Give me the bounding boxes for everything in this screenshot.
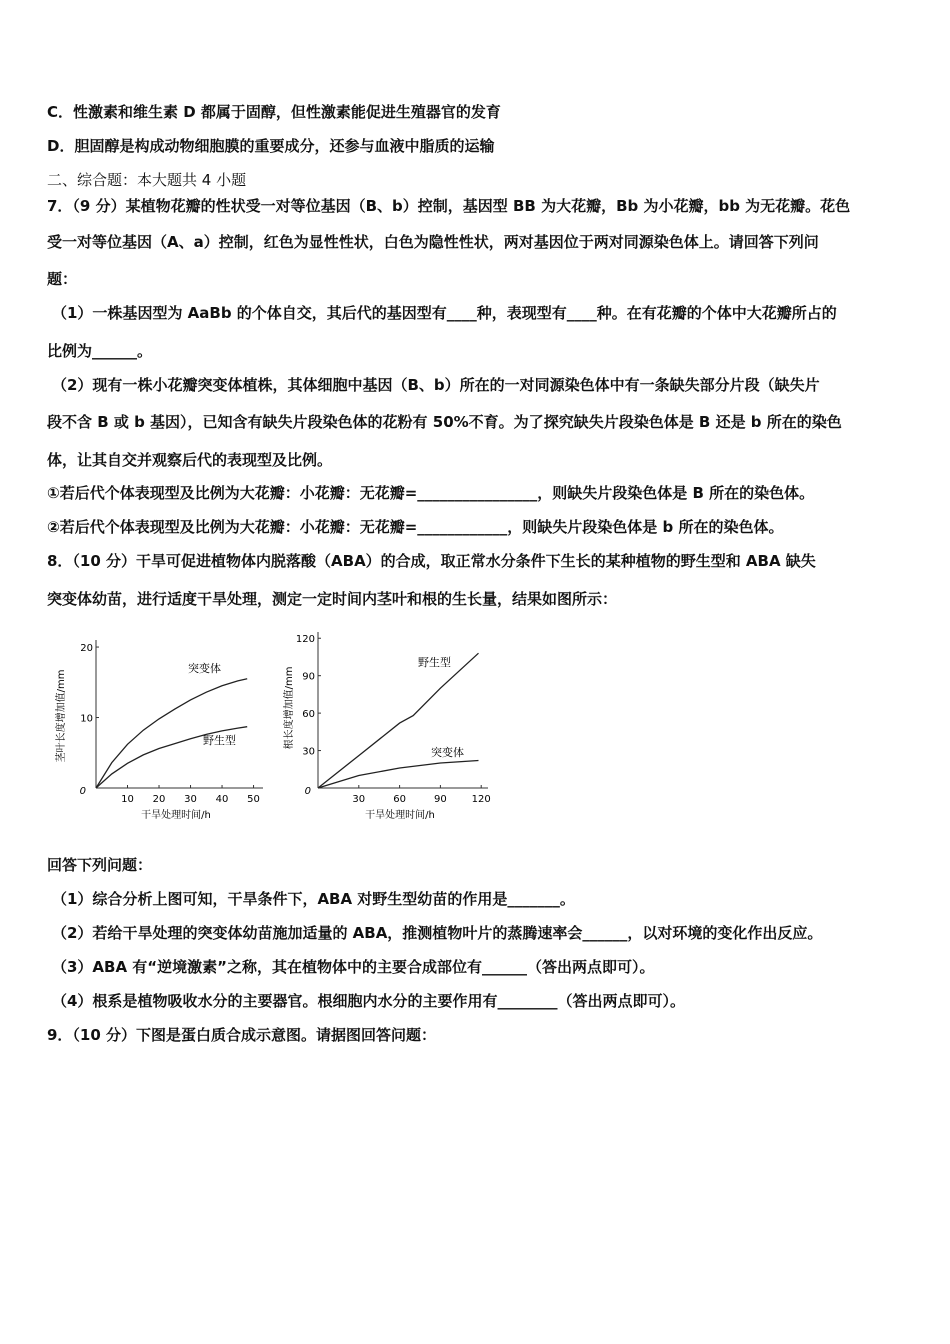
q9-line: 9．（10 分）下图是蛋白质合成示意图。请据图回答问题：	[47, 1026, 437, 1044]
q7-line-2: 受一对等位基因（A、a）控制，红色为显性性状，白色为隐性性状，两对基因位于两对同源染色体上。请回答下列问	[47, 233, 819, 251]
q8-part3: （3）ABA 有“逆境激素”之称，其在植物体中的主要合成部位有______（答出两点即可）。	[52, 958, 655, 976]
chart2-x-tick-label: 90	[434, 794, 447, 805]
chart1-x-tick-label: 10	[121, 794, 134, 805]
chart1-x-label: 干旱处理时间/h	[141, 810, 211, 821]
chart2-x-label: 干旱处理时间/h	[365, 810, 435, 821]
chart1-x-tick-label: 30	[184, 794, 197, 805]
chart1-y-label: 茎叶长度增加值/mm	[56, 669, 67, 763]
q7-part2-line-3: 体，让其自交并观察后代的表现型及比例。	[47, 451, 333, 469]
chart1-origin: 0	[79, 786, 86, 797]
growth-charts-svg	[48, 620, 508, 835]
chart2-series-label-2: 突变体	[431, 746, 464, 759]
chart2-y-tick-label: 90	[302, 671, 315, 683]
q7-part1-line-2: 比例为______。	[47, 342, 153, 360]
chart2-x-tick-label: 30	[352, 794, 366, 805]
option-d: D．胆固醇是构成动物细胞膜的重要成分，还参与血液中脂质的运输	[47, 137, 495, 155]
q8-line-1: 8．（10 分）干旱可促进植物体内脱落酸（ABA）的合成，取正常水分条件下生长的某种植物的野生型和 ABA 缺失	[47, 552, 816, 570]
chart2-y-tick-label: 30	[302, 746, 315, 758]
q7-part2-line-1: （2）现有一株小花瓣突变体植株，其体细胞中基因（B、b）所在的一对同源染色体中有一条缺失部分片段（缺失片	[52, 376, 820, 394]
chart2-x-tick-label: 120	[471, 794, 491, 805]
chart-stem-leaf	[54, 640, 263, 821]
q8-part4: （4）根系是植物吸收水分的主要器官。根细胞内水分的主要作用有________（答出两点即可）。	[52, 992, 685, 1010]
q8-line-2: 突变体幼苗，进行适度干旱处理，测定一定时间内茎叶和根的生长量，结果如图所示：	[47, 590, 618, 608]
chart1-series-label-1: 突变体	[188, 662, 221, 675]
q7-line-3: 题：	[47, 270, 78, 288]
q7-line-1: 7．（9 分）某植物花瓣的性状受一对等位基因（B、b）控制，基因型 BB 为大花瓣，Bb 为小花瓣，bb 为无花瓣。花色	[47, 197, 851, 215]
chart1-x-tick-label: 20	[152, 794, 166, 805]
chart2-origin: 0	[304, 786, 311, 797]
option-c: C．性激素和维生素 D 都属于固醇，但性激素能促进生殖器官的发育	[47, 103, 501, 121]
section-heading: 二、综合题：本大题共 4 小题	[47, 171, 247, 189]
q7-part2-line-2: 段不含 B 或 b 基因），已知含有缺失片段染色体的花粉有 50%不育。为了探究缺失片段染色体是 B 还是 b 所在的染色	[47, 413, 842, 431]
chart2-series-line-2	[318, 761, 479, 789]
chart2-series-label-1: 野生型	[418, 656, 451, 669]
chart2-y-tick-label: 60	[302, 709, 315, 721]
q7-part1-line-1: （1）一株基因型为 AaBb 的个体自交，其后代的基因型有____种，表现型有____种。在有花瓣的个体中大花瓣所占的	[52, 304, 837, 322]
q8-part2: （2）若给干旱处理的突变体幼苗施加适量的 ABA，推测植物叶片的蒸腾速率会______，以对环境的变化作出反应。	[52, 924, 823, 942]
chart1-y-tick-label: 10	[80, 713, 93, 725]
q7-option-1: ①若后代个体表现型及比例为大花瓣：小花瓣：无花瓣=________________，则缺失片段染色体是 B 所在的染色体。	[47, 484, 815, 502]
chart2-y-tick-label: 120	[295, 634, 315, 646]
chart1-series-label-2: 野生型	[203, 734, 236, 747]
chart1-y-tick-label: 20	[80, 643, 93, 655]
chart1-x-tick-label: 40	[215, 794, 229, 805]
answer-intro: 回答下列问题：	[47, 856, 153, 874]
chart2-y-label: 根长度增加值/mm	[284, 666, 295, 750]
q8-part1: （1）综合分析上图可知，干旱条件下，ABA 对野生型幼苗的作用是_______。	[52, 890, 575, 908]
q7-option-2: ②若后代个体表现型及比例为大花瓣：小花瓣：无花瓣=____________，则缺失片段染色体是 b 所在的染色体。	[47, 518, 784, 536]
chart1-x-tick-label: 50	[247, 794, 260, 805]
chart-root	[282, 632, 491, 821]
growth-charts	[48, 620, 508, 835]
chart2-x-tick-label: 60	[393, 794, 406, 805]
